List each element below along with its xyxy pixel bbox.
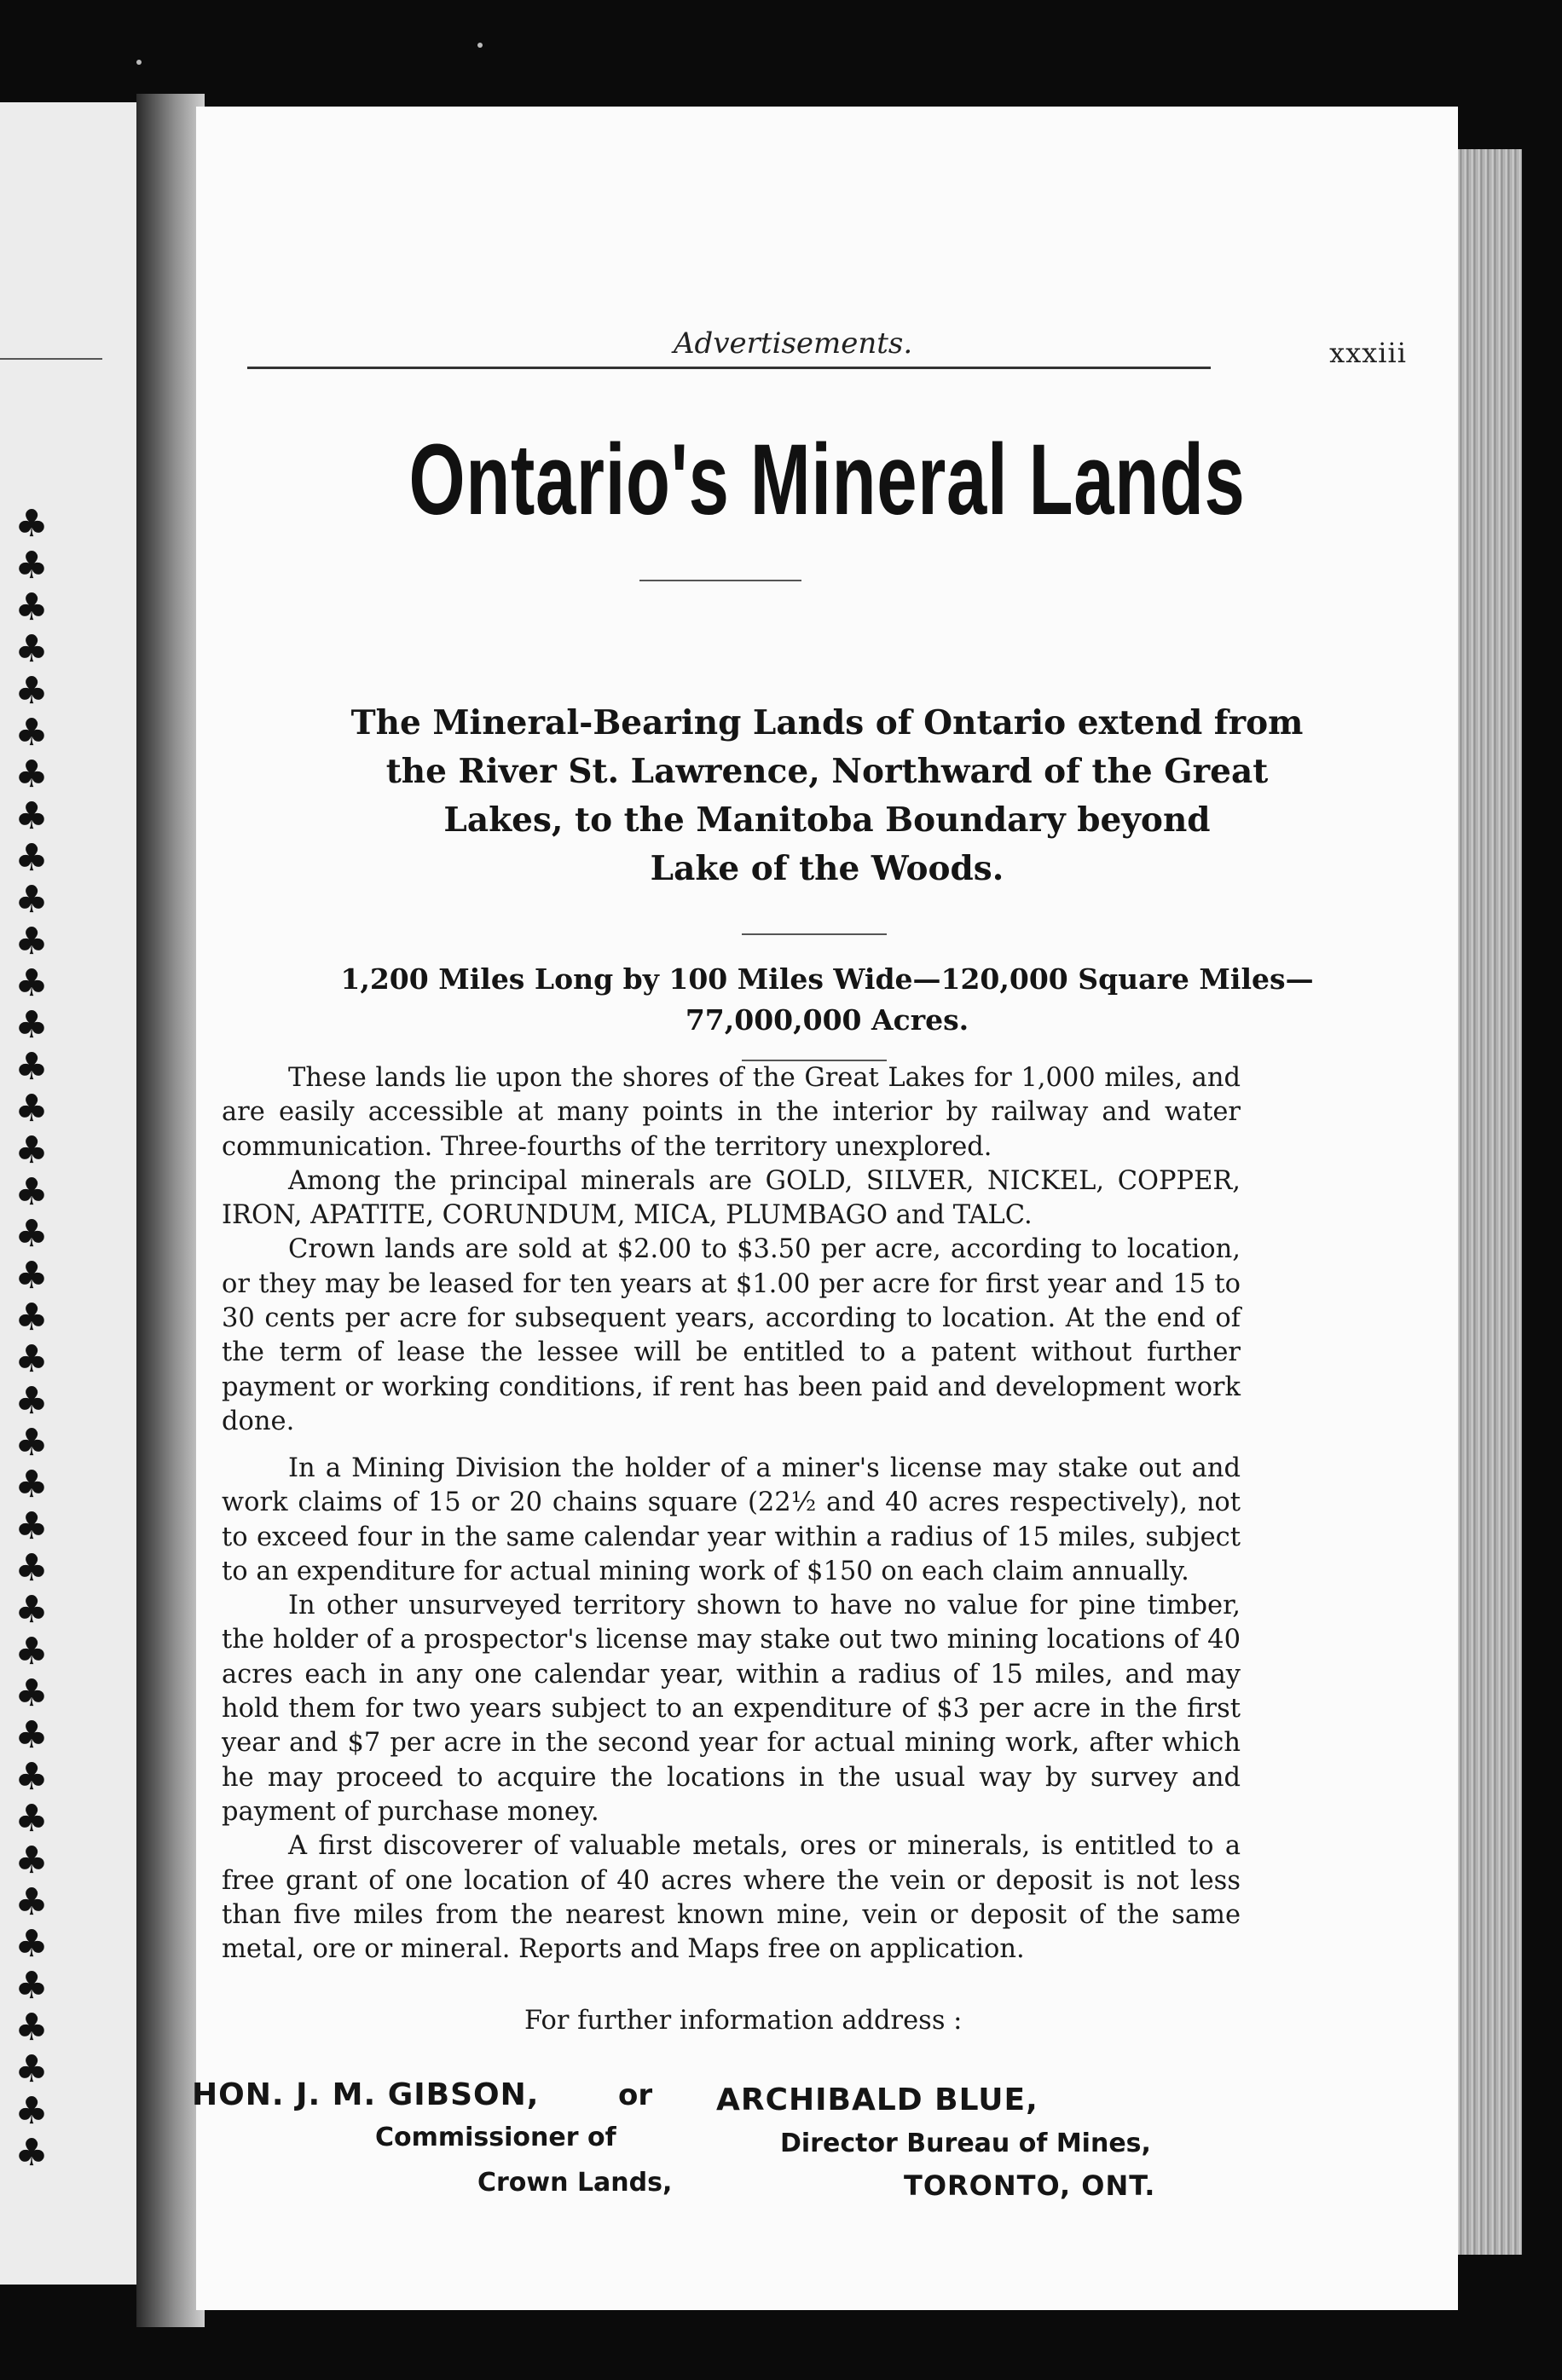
clover-icon: ♣ bbox=[14, 1922, 49, 1966]
running-head: Advertisements. bbox=[674, 326, 913, 361]
clover-icon: ♣ bbox=[14, 1964, 49, 2007]
paragraph: In a Mining Division the holder of a miner's license may stake out and work claims of 15 or 20 chains square (22½ and 40 acres respectively), not to exceed four in the same calendar year within a radius of 15 miles, subject to an expenditure for actual mining work of $150 on each claim annually. bbox=[222, 1453, 1241, 1586]
book-gutter bbox=[136, 94, 205, 2327]
page-title: Ontario's Mineral Lands bbox=[408, 424, 1246, 536]
clover-icon: ♣ bbox=[14, 1129, 49, 1172]
clover-icon: ♣ bbox=[14, 1170, 49, 1214]
paragraph: Among the principal minerals are GOLD, SILVER, NICKEL, COPPER, IRON, APATITE, CORUNDUM, MICA, PLUMBAGO and TALC. bbox=[222, 1165, 1241, 1231]
clover-icon: ♣ bbox=[14, 1045, 49, 1089]
advertisement-page bbox=[192, 107, 1458, 2310]
subhead-line: The Mineral-Bearing Lands of Ontario extend from bbox=[350, 703, 1304, 742]
clover-icon: ♣ bbox=[14, 753, 49, 796]
clover-icon: ♣ bbox=[14, 1672, 49, 1715]
clover-icon: ♣ bbox=[14, 1546, 49, 1590]
clover-icon: ♣ bbox=[14, 2131, 49, 2174]
clover-icon: ♣ bbox=[14, 1087, 49, 1130]
header-rule bbox=[247, 367, 1211, 369]
clover-icon: ♣ bbox=[14, 1630, 49, 1673]
dimensions-statement bbox=[247, 959, 1407, 1041]
clover-icon: ♣ bbox=[14, 503, 49, 546]
clover-icon: ♣ bbox=[14, 962, 49, 1005]
clover-icon: ♣ bbox=[14, 1379, 49, 1423]
clover-icon: ♣ bbox=[14, 794, 49, 838]
clover-icon: ♣ bbox=[14, 1337, 49, 1381]
clover-icon: ♣ bbox=[14, 544, 49, 587]
clover-icon: ♣ bbox=[14, 1421, 49, 1464]
clover-icon: ♣ bbox=[14, 1212, 49, 1256]
body-text-block bbox=[222, 1452, 1241, 1967]
clover-ornament-border bbox=[2, 503, 61, 2174]
left-page-rule bbox=[0, 358, 102, 360]
clover-icon: ♣ bbox=[14, 2089, 49, 2133]
address-prompt: For further information address : bbox=[524, 2006, 963, 2036]
paragraph: These lands lie upon the shores of the Great Lakes for 1,000 miles, and are easily accessible at many points in the interior by railway and water communication. Three-fourths of the territory unexplored. bbox=[222, 1063, 1241, 1162]
clover-icon: ♣ bbox=[14, 627, 49, 671]
clover-icon: ♣ bbox=[14, 1296, 49, 1339]
clover-icon: ♣ bbox=[14, 1463, 49, 1506]
contact-left-title: Commissioner of bbox=[375, 2123, 616, 2152]
divider-rule bbox=[639, 580, 801, 581]
subhead-line: Lake of the Woods. bbox=[650, 849, 1004, 888]
scan-speck bbox=[136, 60, 142, 65]
divider-rule bbox=[742, 933, 887, 935]
subhead bbox=[247, 699, 1407, 893]
clover-icon: ♣ bbox=[14, 1588, 49, 1632]
scan-speck bbox=[477, 43, 483, 48]
subhead-line: Lakes, to the Manitoba Boundary beyond bbox=[443, 800, 1211, 840]
or-separator: or bbox=[618, 2078, 653, 2112]
left-facing-page bbox=[0, 102, 158, 2285]
dimensions-line: 1,200 Miles Long by 100 Miles Wide—120,000 Square Miles— bbox=[340, 962, 1314, 996]
contact-right-title: Director Bureau of Mines, bbox=[780, 2129, 1151, 2158]
clover-icon: ♣ bbox=[14, 878, 49, 921]
clover-icon: ♣ bbox=[14, 1505, 49, 1548]
paragraph: Crown lands are sold at $2.00 to $3.50 per acre, according to location, or they may be leased for ten years at $1.00 per acre for first year and 15 to 30 cents per acre for subsequent years, according to location. At the end of the term of lease the lessee will be entitled to a patent without further payment or working conditions, if rent has been paid and development work done. bbox=[222, 1234, 1241, 1436]
clover-icon: ♣ bbox=[14, 2006, 49, 2049]
page-edges bbox=[1449, 149, 1522, 2255]
clover-icon: ♣ bbox=[14, 711, 49, 754]
dimensions-line: 77,000,000 Acres. bbox=[685, 1003, 969, 1037]
clover-icon: ♣ bbox=[14, 1797, 49, 1840]
clover-icon: ♣ bbox=[14, 669, 49, 713]
clover-icon: ♣ bbox=[14, 1713, 49, 1757]
clover-icon: ♣ bbox=[14, 1755, 49, 1799]
contact-left-name: HON. J. M. GIBSON, bbox=[192, 2077, 540, 2112]
page-number: xxxiii bbox=[1329, 337, 1407, 369]
clover-icon: ♣ bbox=[14, 1839, 49, 1882]
clover-icon: ♣ bbox=[14, 1254, 49, 1297]
clover-icon: ♣ bbox=[14, 586, 49, 629]
clover-icon: ♣ bbox=[14, 920, 49, 963]
paragraph: In other unsurveyed territory shown to have no value for pine timber, the holder of a prospector's license may stake out two mining locations of 40 acres each in any one calendar year, within a radius of 15 miles, and may hold them for two years subject to an expenditure of $3 per acre in the first year and $7 per acre in the second year for actual mining work, after which he may proceed to acquire the locations in the usual way by survey and payment of purchase money. bbox=[222, 1591, 1241, 1827]
page-header bbox=[247, 326, 1407, 386]
body-text-block bbox=[222, 1061, 1241, 1439]
clover-icon: ♣ bbox=[14, 836, 49, 880]
subhead-line: the River St. Lawrence, Northward of the Great bbox=[385, 752, 1269, 791]
clover-icon: ♣ bbox=[14, 1880, 49, 1924]
clover-icon: ♣ bbox=[14, 2048, 49, 2091]
contact-left-dept: Crown Lands, bbox=[477, 2168, 673, 2198]
contact-right-name: ARCHIBALD BLUE, bbox=[716, 2082, 1038, 2117]
clover-icon: ♣ bbox=[14, 1003, 49, 1047]
paragraph: A first discoverer of valuable metals, ores or minerals, is entitled to a free grant of one location of 40 acres where the vein or deposit is not less than five miles from the nearest known mine, vein or deposit of the same metal, ore or mineral. Reports and Maps free on application. bbox=[222, 1831, 1241, 1965]
contact-right-location: TORONTO, ONT. bbox=[904, 2169, 1156, 2202]
